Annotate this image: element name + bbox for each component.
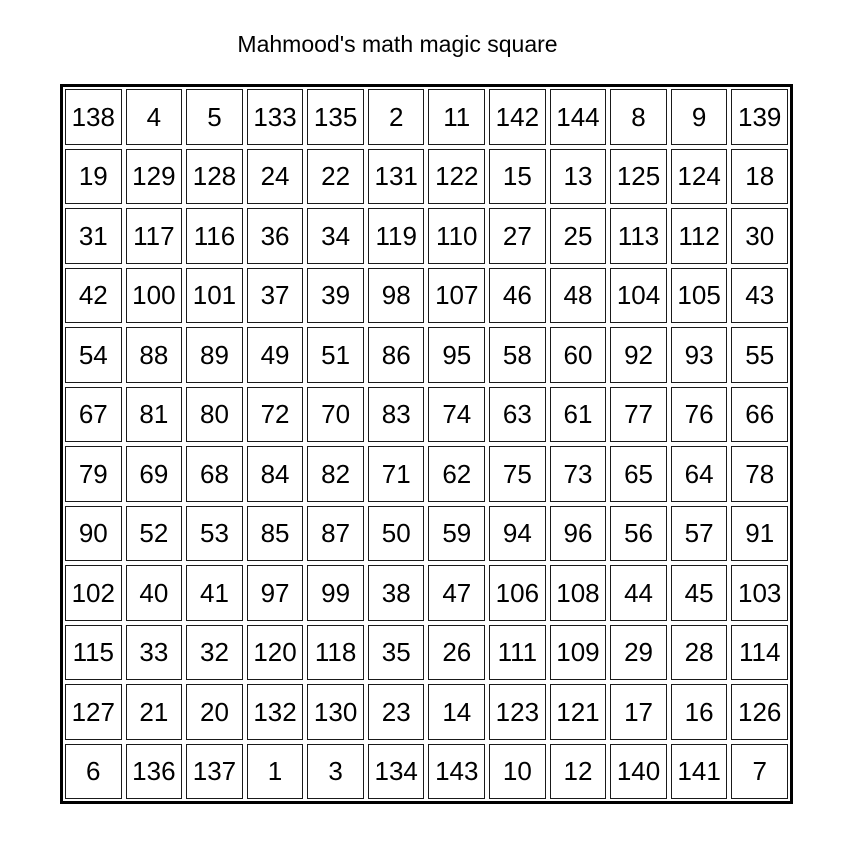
magic-square-cell: 133 (245, 87, 306, 147)
magic-square-cell: 76 (669, 385, 730, 445)
magic-square-cell: 138 (63, 87, 124, 147)
magic-square-cell: 95 (426, 325, 487, 385)
magic-square-cell: 3 (305, 742, 366, 802)
magic-square-cell: 90 (63, 504, 124, 564)
magic-square-cell: 21 (124, 682, 185, 742)
magic-square-cell: 31 (63, 206, 124, 266)
magic-square-cell: 72 (245, 385, 306, 445)
magic-square-cell: 123 (487, 682, 548, 742)
magic-square-cell: 2 (366, 87, 427, 147)
magic-square-cell: 96 (548, 504, 609, 564)
magic-square-cell: 124 (669, 147, 730, 207)
magic-square-cell: 83 (366, 385, 427, 445)
magic-square-cell: 37 (245, 266, 306, 326)
magic-square-cell: 1 (245, 742, 306, 802)
magic-square-cell: 29 (608, 623, 669, 683)
magic-square-cell: 33 (124, 623, 185, 683)
magic-square-cell: 120 (245, 623, 306, 683)
magic-square-cell: 140 (608, 742, 669, 802)
magic-square-cell: 66 (729, 385, 790, 445)
magic-square-cell: 143 (426, 742, 487, 802)
magic-square-cell: 107 (426, 266, 487, 326)
magic-square-cell: 79 (63, 444, 124, 504)
magic-square-cell: 59 (426, 504, 487, 564)
magic-square-cell: 132 (245, 682, 306, 742)
magic-square-cell: 112 (669, 206, 730, 266)
magic-square-cell: 28 (669, 623, 730, 683)
magic-square-cell: 49 (245, 325, 306, 385)
magic-square-cell: 104 (608, 266, 669, 326)
magic-square-cell: 46 (487, 266, 548, 326)
magic-square-cell: 63 (487, 385, 548, 445)
magic-square-cell: 51 (305, 325, 366, 385)
magic-square-cell: 12 (548, 742, 609, 802)
magic-square-cell: 78 (729, 444, 790, 504)
magic-square-cell: 105 (669, 266, 730, 326)
magic-square-cell: 58 (487, 325, 548, 385)
magic-square-cell: 129 (124, 147, 185, 207)
magic-square-cell: 60 (548, 325, 609, 385)
magic-square-cell: 116 (184, 206, 245, 266)
magic-square-cell: 142 (487, 87, 548, 147)
magic-square-cell: 56 (608, 504, 669, 564)
magic-square-cell: 48 (548, 266, 609, 326)
magic-square-cell: 77 (608, 385, 669, 445)
magic-square-cell: 65 (608, 444, 669, 504)
magic-square-cell: 62 (426, 444, 487, 504)
magic-square-cell: 5 (184, 87, 245, 147)
magic-square-cell: 71 (366, 444, 427, 504)
magic-square-cell: 16 (669, 682, 730, 742)
magic-square-cell: 99 (305, 563, 366, 623)
magic-square-cell: 85 (245, 504, 306, 564)
magic-square-cell: 11 (426, 87, 487, 147)
magic-square-cell: 64 (669, 444, 730, 504)
magic-square-cell: 92 (608, 325, 669, 385)
magic-square-cell: 109 (548, 623, 609, 683)
magic-square-cell: 137 (184, 742, 245, 802)
magic-square-cell: 19 (63, 147, 124, 207)
magic-square-cell: 82 (305, 444, 366, 504)
magic-square-cell: 14 (426, 682, 487, 742)
magic-square-cell: 32 (184, 623, 245, 683)
magic-square-cell: 75 (487, 444, 548, 504)
magic-square-cell: 136 (124, 742, 185, 802)
magic-square-cell: 86 (366, 325, 427, 385)
magic-square-cell: 74 (426, 385, 487, 445)
magic-square-cell: 94 (487, 504, 548, 564)
magic-square-cell: 127 (63, 682, 124, 742)
magic-square-cell: 122 (426, 147, 487, 207)
magic-square-cell: 42 (63, 266, 124, 326)
magic-square-cell: 54 (63, 325, 124, 385)
magic-square-cell: 117 (124, 206, 185, 266)
magic-square-cell: 35 (366, 623, 427, 683)
magic-square-cell: 88 (124, 325, 185, 385)
magic-square-cell: 128 (184, 147, 245, 207)
magic-square-cell: 81 (124, 385, 185, 445)
magic-square-cell: 50 (366, 504, 427, 564)
magic-square-cell: 27 (487, 206, 548, 266)
magic-square-cell: 115 (63, 623, 124, 683)
magic-square-cell: 126 (729, 682, 790, 742)
magic-square-cell: 108 (548, 563, 609, 623)
magic-square-cell: 13 (548, 147, 609, 207)
magic-square-cell: 61 (548, 385, 609, 445)
magic-square-cell: 91 (729, 504, 790, 564)
magic-square-cell: 135 (305, 87, 366, 147)
magic-square-cell: 97 (245, 563, 306, 623)
magic-square-cell: 113 (608, 206, 669, 266)
magic-square-cell: 102 (63, 563, 124, 623)
magic-square-cell: 134 (366, 742, 427, 802)
magic-square-cell: 67 (63, 385, 124, 445)
magic-square-cell: 4 (124, 87, 185, 147)
magic-square-cell: 38 (366, 563, 427, 623)
magic-square-cell: 18 (729, 147, 790, 207)
magic-square-cell: 106 (487, 563, 548, 623)
magic-square-cell: 100 (124, 266, 185, 326)
magic-square-cell: 6 (63, 742, 124, 802)
magic-square-cell: 144 (548, 87, 609, 147)
magic-square-cell: 80 (184, 385, 245, 445)
magic-square-cell: 130 (305, 682, 366, 742)
magic-square-cell: 111 (487, 623, 548, 683)
magic-square-cell: 15 (487, 147, 548, 207)
magic-square-cell: 45 (669, 563, 730, 623)
magic-square-cell: 8 (608, 87, 669, 147)
magic-square-cell: 20 (184, 682, 245, 742)
magic-square-cell: 84 (245, 444, 306, 504)
magic-square-grid (60, 84, 793, 804)
magic-square-cell: 25 (548, 206, 609, 266)
magic-square-cell: 101 (184, 266, 245, 326)
magic-square-cell: 30 (729, 206, 790, 266)
magic-square-cell: 17 (608, 682, 669, 742)
magic-square-cell: 98 (366, 266, 427, 326)
magic-square-cell: 131 (366, 147, 427, 207)
magic-square-cell: 43 (729, 266, 790, 326)
magic-square-cell: 41 (184, 563, 245, 623)
magic-square-cell: 139 (729, 87, 790, 147)
magic-square-cell: 68 (184, 444, 245, 504)
magic-square-cell: 52 (124, 504, 185, 564)
magic-square-cell: 114 (729, 623, 790, 683)
magic-square-cell: 40 (124, 563, 185, 623)
magic-square-cell: 73 (548, 444, 609, 504)
magic-square-cell: 23 (366, 682, 427, 742)
magic-square-cell: 70 (305, 385, 366, 445)
magic-square-cell: 57 (669, 504, 730, 564)
magic-square-cell: 103 (729, 563, 790, 623)
magic-square-cell: 10 (487, 742, 548, 802)
magic-square-cell: 141 (669, 742, 730, 802)
magic-square-cell: 119 (366, 206, 427, 266)
magic-square-cell: 69 (124, 444, 185, 504)
magic-square-cell: 93 (669, 325, 730, 385)
magic-square-cell: 47 (426, 563, 487, 623)
magic-square-cell: 36 (245, 206, 306, 266)
magic-square-cell: 125 (608, 147, 669, 207)
magic-square-cell: 89 (184, 325, 245, 385)
magic-square-cell: 44 (608, 563, 669, 623)
magic-square-cell: 22 (305, 147, 366, 207)
magic-square-cell: 87 (305, 504, 366, 564)
page-title: Mahmood's math magic square (237, 31, 558, 57)
magic-square-cell: 118 (305, 623, 366, 683)
magic-square-cell: 34 (305, 206, 366, 266)
magic-square-cell: 26 (426, 623, 487, 683)
magic-square-cell: 53 (184, 504, 245, 564)
magic-square-cell: 55 (729, 325, 790, 385)
magic-square-cell: 9 (669, 87, 730, 147)
magic-square-cell: 110 (426, 206, 487, 266)
magic-square-cell: 39 (305, 266, 366, 326)
magic-square-cell: 121 (548, 682, 609, 742)
magic-square-cell: 24 (245, 147, 306, 207)
magic-square-cell: 7 (729, 742, 790, 802)
